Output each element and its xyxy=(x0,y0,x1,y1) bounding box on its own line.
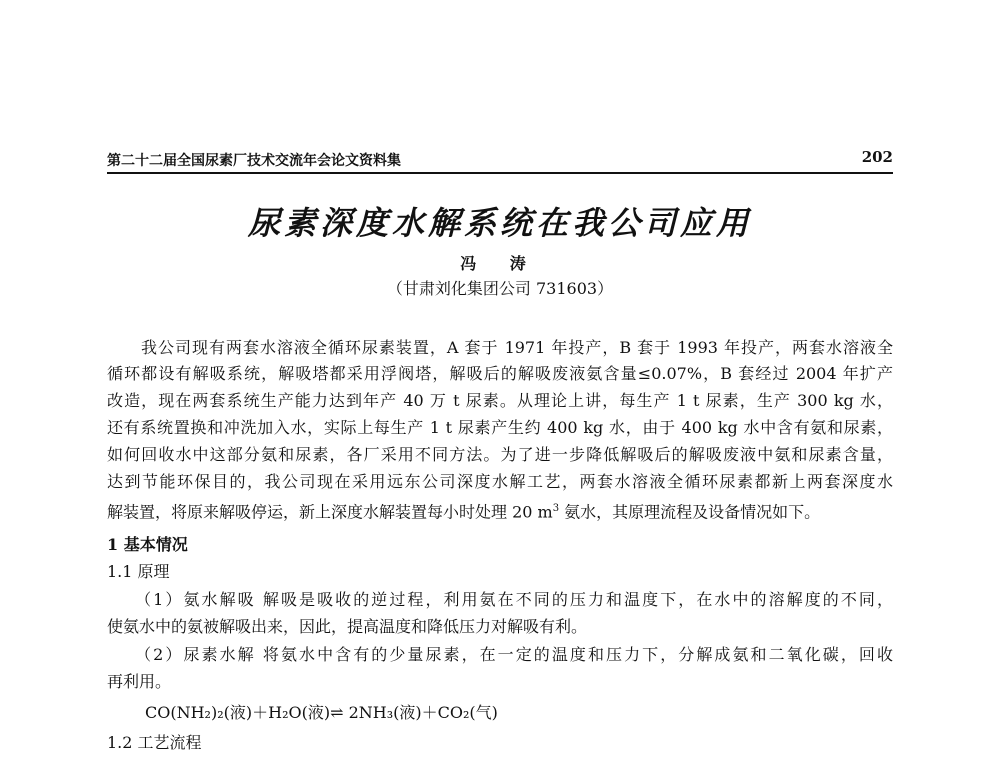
body-text: 氨水，其原理流程及设备情况如下。 xyxy=(559,502,821,522)
running-header xyxy=(107,150,893,174)
paper-title: 尿素深度水解系统在我公司应用 xyxy=(247,204,752,242)
subsection-heading: 1.1 原理 xyxy=(107,562,170,581)
body-line: （1）氨水解吸 解吸是吸收的逆过程，利用氨在不同的压力和温度下，在水中的溶解度的不同， xyxy=(107,590,893,609)
body-line: 再利用。 xyxy=(107,672,172,691)
chemical-equation: CO(NH₂)₂(液)＋H₂O(液)⇌ 2NH₃(液)＋CO₂(气) xyxy=(145,703,498,722)
superscript: 3 xyxy=(552,503,560,514)
body-line-last xyxy=(107,499,820,522)
body-line: （2）尿素水解 将氨水中含有的少量尿素，在一定的温度和压力下，分解成氨和二氧化碳，回收 xyxy=(107,645,893,664)
body-line: 如何回收水中这部分氨和尿素，各厂采用不同方法。为了进一步降低解吸后的解吸废液中氨和尿素含量， xyxy=(107,445,893,464)
journal-title: 第二十二届全国尿素厂技术交流年会论文资料集 xyxy=(107,153,401,169)
body-line: 使氨水中的氨被解吸出来，因此，提高温度和降低压力对解吸有利。 xyxy=(107,617,588,636)
author: 冯 涛 xyxy=(460,254,540,273)
body-line: 还有系统置换和冲洗加入水，实际上每生产 1 t 尿素产生约 400 kg 水，由于 400 kg 水中含有氨和尿素， xyxy=(107,418,893,437)
body-text: 解装置，将原来解吸停运，新上深度水解装置每小时处理 20 m xyxy=(107,502,553,522)
body-line: 我公司现有两套水溶液全循环尿素装置，A 套于 1971 年投产，B 套于 1993 年投产，两套水溶液全 xyxy=(107,338,893,357)
body-line: 改造，现在两套系统生产能力达到年产 40 万 t 尿素。从理论上讲，每生产 1 t 尿素，生产 300 kg 水， xyxy=(107,391,893,410)
body-line: 循环都设有解吸系统，解吸塔都采用浮阀塔，解吸后的解吸废液氨含量≤0.07%，B 套经过 2004 年扩产 xyxy=(107,364,893,383)
section-heading: 1 基本情况 xyxy=(107,535,188,554)
body-line: 达到节能环保目的，我公司现在采用远东公司深度水解工艺，两套水溶液全循环尿素都新上两套深度水 xyxy=(107,472,893,491)
subsection-heading: 1.2 工艺流程 xyxy=(107,733,202,752)
page-number: 202 xyxy=(861,148,893,166)
affiliation: （甘肃刘化集团公司 731603） xyxy=(386,279,614,298)
